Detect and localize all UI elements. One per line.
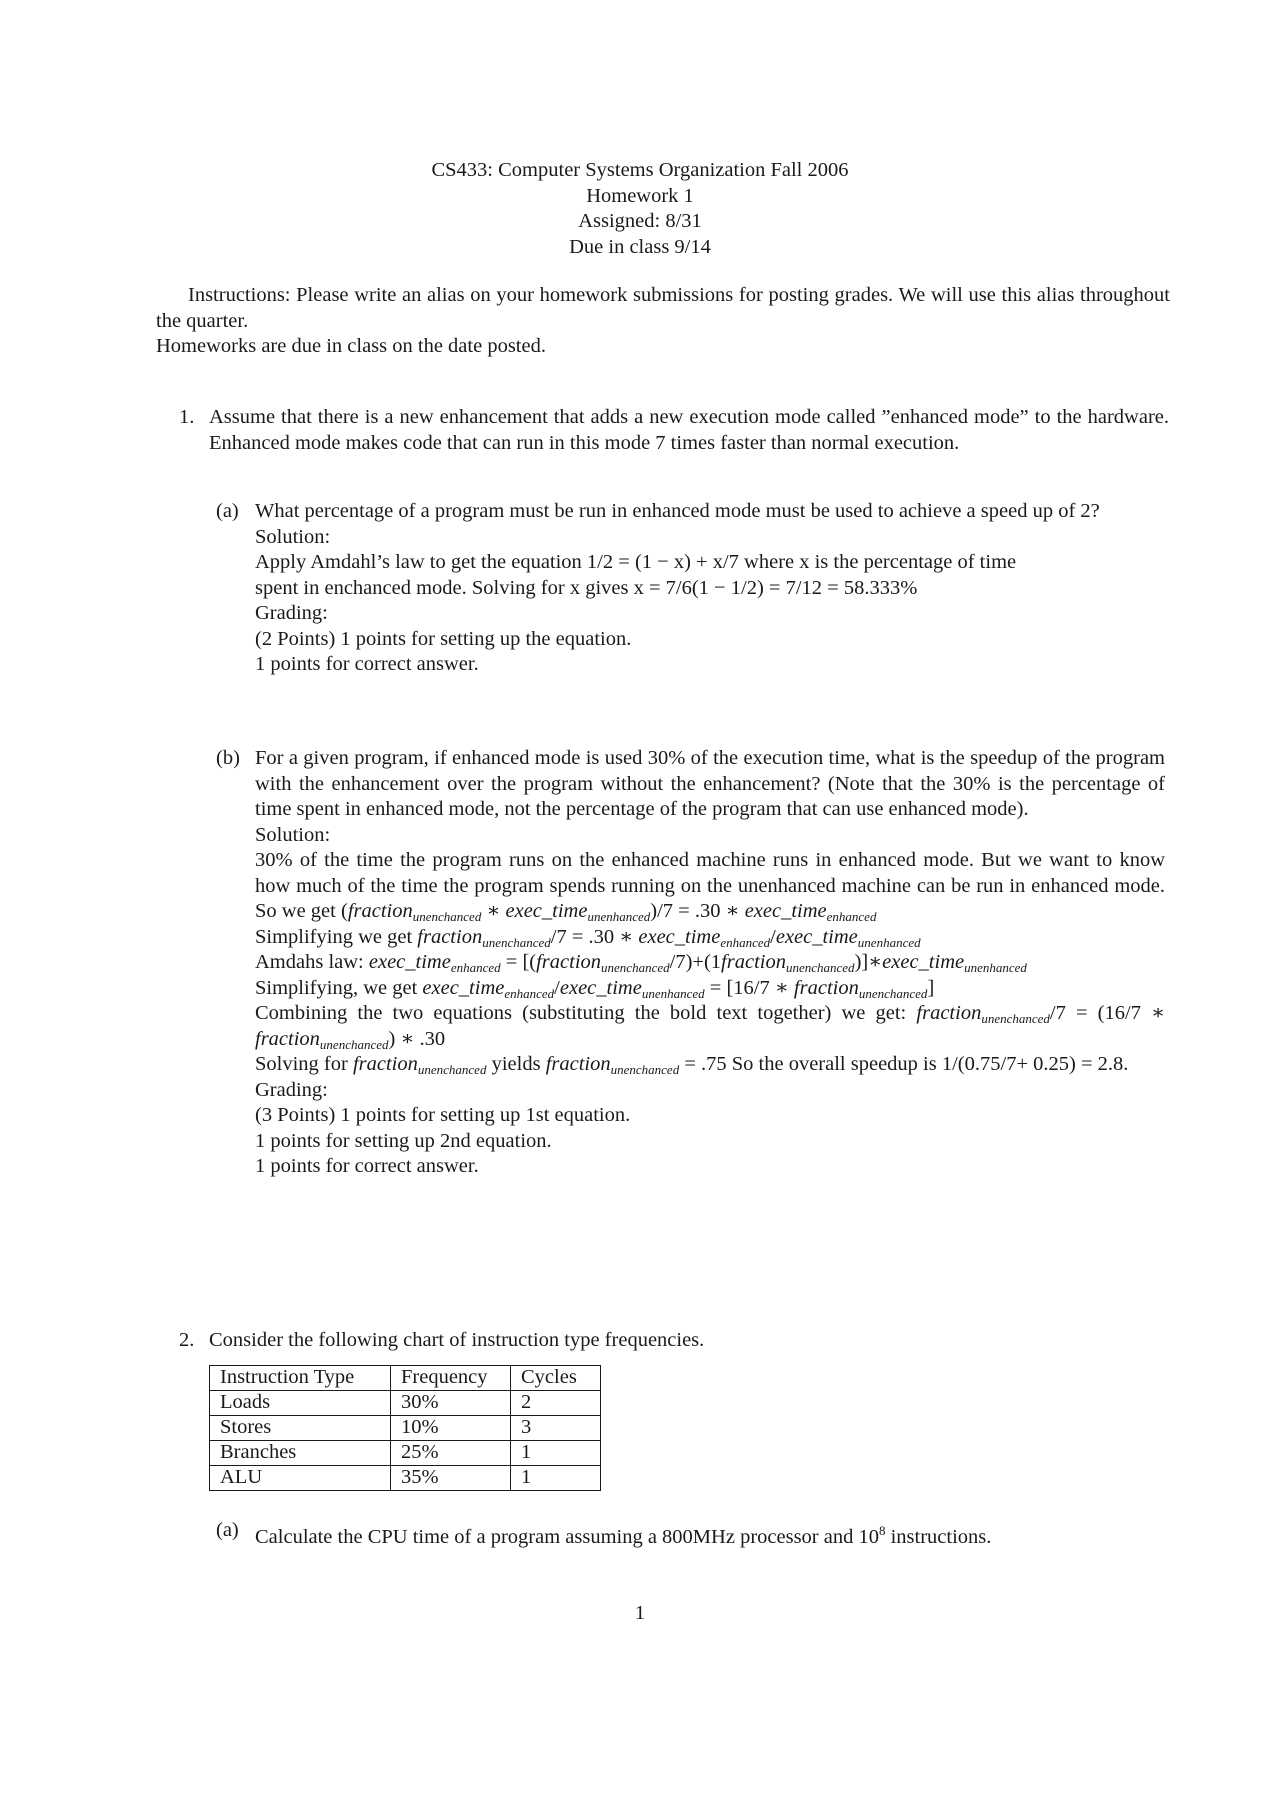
solution-paragraph: 30% of the time the program runs on the enhanced machine runs in enhanced mode. But we want to know how much of the time the program spends running on the unenhanced machine can be run in enhanced mode. So we get (fraction$_{unenchanced}$ ∗ exec_time$_{unenhanced}$)/7 = .30 ∗ exec_time$_{enhanced}$ (255, 849, 1165, 924)
table-header-row (210, 1366, 601, 1391)
table-cell: Stores (210, 1416, 391, 1441)
table-row (210, 1466, 601, 1491)
table-cell: Loads (210, 1391, 391, 1416)
course-title: CS433: Computer Systems Organization Fall 2006 (431, 159, 849, 181)
page-number: 1 (634, 1602, 646, 1624)
table-cell: 10% (391, 1416, 511, 1441)
subquestion-text: What percentage of a program must be run in enhanced mode must be used to achieve a speed up of 2? (255, 500, 1100, 522)
grading-line: 1 points for setting up 2nd equation. (255, 1129, 552, 1152)
solution-label: Solution: (255, 525, 331, 548)
table-cell: 25% (391, 1441, 511, 1466)
subquestion-text: Calculate the CPU time of a program assuming a 800MHz processor and $10^8$ instructions. (255, 1523, 992, 1548)
grading-line: (3 Points) 1 points for setting up 1st equation. (255, 1104, 631, 1126)
table-header-cell: Cycles (511, 1366, 601, 1391)
solution-line: Apply Amdahl’s law to get the equation 1/2 = (1 − x) + x/7 where x is the percentage of time (255, 551, 1017, 573)
subquestion-text: For a given program, if enhanced mode is used 30% of the execution time, what is the speedup of the program with the enhancement over the program without the enhancement? (Note that the 30% is the percentage of time spent in enhanced mode, not the percentage of the program that can use enhanced mode). (255, 747, 1165, 820)
subquestion-label: (b) (216, 747, 240, 769)
question-text: Assume that there is a new enhancement that adds a new execution mode called ”enhanced mode” to the hardware. Enhanced mode makes code that can run in this mode 7 times faster than normal execution. (209, 406, 1169, 454)
solution-line: Simplifying we get fraction$_{unenchanced}$/7 = .30 ∗ exec_time$_{enhanced}$/exec_time$_{unenhanced}$ (255, 925, 921, 950)
instruction-frequency-table (209, 1365, 601, 1491)
question-number: 1. (179, 406, 195, 428)
grading-line: 1 points for correct answer. (255, 653, 479, 675)
table-cell: 35% (391, 1466, 511, 1491)
grading-label: Grading: (255, 602, 328, 624)
question-text: Consider the following chart of instruction type frequencies. (209, 1329, 705, 1351)
table-cell: 1 (511, 1441, 601, 1466)
table-cell: Branches (210, 1441, 391, 1466)
question-number: 2. (179, 1329, 195, 1351)
table-row (210, 1391, 601, 1416)
subquestion-label: (a) (216, 1519, 239, 1541)
homework-title: Homework 1 (586, 184, 694, 207)
solution-line: Simplifying, we get exec_time$_{enhanced}$/exec_time$_{unenhanced}$ = [16/7 ∗ fraction$_{unenchanced}$] (255, 976, 935, 1001)
table-row (210, 1441, 601, 1466)
due-date: Due in class 9/14 (569, 235, 711, 258)
grading-label: Grading: (255, 1078, 328, 1101)
document-header (0, 158, 1280, 260)
table-header-cell: Frequency (391, 1366, 511, 1391)
instructions-due-note: Homeworks are due in class on the date posted. (156, 335, 546, 357)
assigned-date: Assigned: 8/31 (578, 210, 702, 232)
solution-line: Amdahs law: exec_time$_{enhanced}$ = [(fraction$_{unenchanced}$/7)+(1fraction$_{unenchanced}$)]∗exec_time$_{unenhanced}$ (255, 951, 1027, 975)
subquestion-label: (a) (216, 500, 239, 522)
solution-label: Solution: (255, 823, 331, 846)
grading-line: 1 points for correct answer. (255, 1155, 479, 1177)
table-cell: ALU (210, 1466, 391, 1491)
table-cell: 2 (511, 1391, 601, 1416)
table-cell: 3 (511, 1416, 601, 1441)
table-row (210, 1416, 601, 1441)
instructions-paragraph: Instructions: Please write an alias on your homework submissions for posting grades. We will use this alias throughout the quarter. (156, 284, 1170, 332)
solution-line: spent in enchanced mode. Solving for x gives x = 7/6(1 − 1/2) = 7/12 = 58.333% (255, 576, 918, 599)
table-cell: 30% (391, 1391, 511, 1416)
table-cell: 1 (511, 1466, 601, 1491)
solution-paragraph: Solving for fraction$_{unenchanced}$ yields fraction$_{unenchanced}$ = .75 So the overall speedup is 1/(0.75/7+ 0.25) = 2.8. (255, 1053, 1129, 1077)
table-header-cell: Instruction Type (210, 1366, 391, 1391)
grading-line: (2 Points) 1 points for setting up the equation. (255, 627, 632, 650)
solution-paragraph: Combining the two equations (substituting the bold text together) we get: fraction$_{unenchanced}$/7 = (16/7 ∗ fraction$_{unenchanced}$) ∗ .30 (255, 1002, 1166, 1052)
